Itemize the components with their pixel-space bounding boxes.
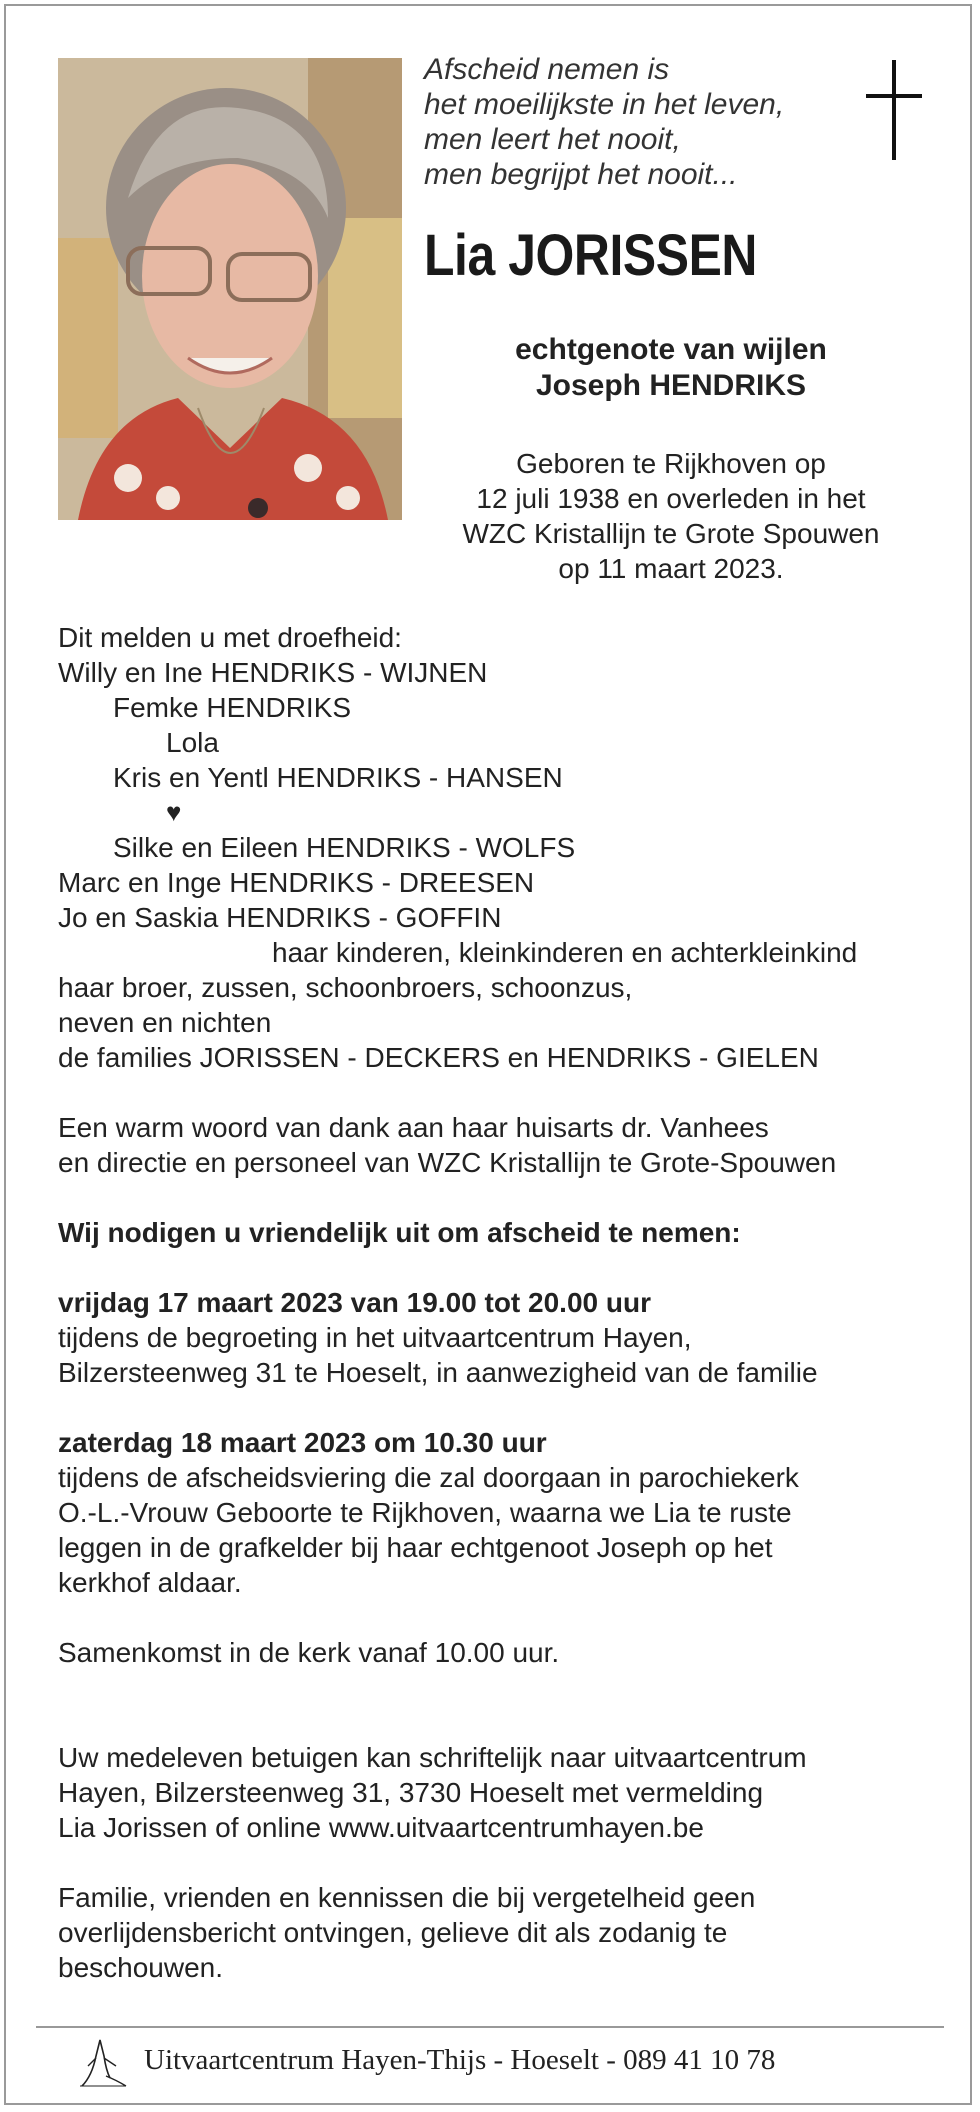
memorial-quote xyxy=(424,52,844,192)
footer-divider xyxy=(36,2026,944,2028)
birth-line: WZC Kristallijn te Grote Spouwen xyxy=(462,518,880,549)
gathering-note: Samenkomst in de kerk vanaf 10.00 uur. xyxy=(58,1637,560,1668)
family-member: Kris en Yentl HENDRIKS - HANSEN xyxy=(113,762,563,793)
notice-line: Familie, vrienden en kennissen die bij vergetelheid geen xyxy=(58,1882,756,1913)
announcement-body xyxy=(58,620,938,1985)
condolence-line: Lia Jorissen of online www.uitvaartcentrumhayen.be xyxy=(58,1812,704,1843)
notice-line: overlijdensbericht ontvingen, gelieve dit als zodanig te xyxy=(58,1917,728,1948)
event-date: vrijdag 17 maart 2023 van 19.00 tot 20.00 uur xyxy=(58,1287,651,1318)
notice-line: beschouwen. xyxy=(58,1952,224,1983)
heart-icon: ♥ xyxy=(166,797,182,827)
event-detail: tijdens de afscheidsviering die zal doorgaan in parochiekerk xyxy=(58,1462,799,1493)
spouse-line: echtgenote van wijlen xyxy=(515,333,827,366)
birth-line: op 11 maart 2023. xyxy=(558,553,784,584)
thanks-line: Een warm woord van dank aan haar huisarts dr. Vanhees xyxy=(58,1112,769,1143)
invitation-heading: Wij nodigen u vriendelijk uit om afscheid te nemen: xyxy=(58,1217,741,1248)
condolence-line: Uw medeleven betuigen kan schriftelijk naar uitvaartcentrum xyxy=(58,1742,807,1773)
family-member: Silke en Eileen HENDRIKS - WOLFS xyxy=(113,832,576,863)
birth-death-info xyxy=(424,446,918,586)
family-member: Jo en Saskia HENDRIKS - GOFFIN xyxy=(58,902,502,933)
relatives-line: neven en nichten xyxy=(58,1007,272,1038)
condolence-line: Hayen, Bilzersteenweg 31, 3730 Hoeselt met vermelding xyxy=(58,1777,764,1808)
birth-line: Geboren te Rijkhoven op xyxy=(516,448,826,479)
event-detail: Bilzersteenweg 31 te Hoeselt, in aanwezigheid van de familie xyxy=(58,1357,818,1388)
event-detail: tijdens de begroeting in het uitvaartcentrum Hayen, xyxy=(58,1322,692,1353)
funeral-home-logo xyxy=(76,2036,130,2090)
birth-line: 12 juli 1938 en overleden in het xyxy=(476,483,866,514)
relatives-line: haar broer, zussen, schoonbroers, schoonzus, xyxy=(58,972,633,1003)
footer-text: Uitvaartcentrum Hayen-Thijs - Hoeselt - 089 41 10 78 xyxy=(144,2044,776,2076)
relatives-line: de families JORISSEN - DECKERS en HENDRIKS - GIELEN xyxy=(58,1042,819,1073)
quote-line: Afscheid nemen is xyxy=(424,53,670,86)
family-member: Femke HENDRIKS xyxy=(113,692,352,723)
family-member: Marc en Inge HENDRIKS - DREESEN xyxy=(58,867,535,898)
quote-line: het moeilijkste in het leven, xyxy=(424,88,785,121)
family-relation: haar kinderen, kleinkinderen en achterkleinkind xyxy=(272,937,858,968)
latin-cross-icon xyxy=(866,60,922,160)
announcement-intro: Dit melden u met droefheid: xyxy=(58,622,402,653)
portrait-photo xyxy=(58,58,402,520)
event-detail: O.-L.-Vrouw Geboorte te Rijkhoven, waarna we Lia te ruste xyxy=(58,1497,792,1528)
quote-line: men leert het nooit, xyxy=(424,123,681,156)
family-member: Lola xyxy=(166,727,219,758)
deceased-name: Lia JORISSEN xyxy=(424,223,758,288)
spouse-info xyxy=(424,332,918,404)
spouse-name: Joseph HENDRIKS xyxy=(535,369,807,402)
family-member: Willy en Ine HENDRIKS - WIJNEN xyxy=(58,657,488,688)
event-detail: kerkhof aldaar. xyxy=(58,1567,242,1598)
thanks-line: en directie en personeel van WZC Kristallijn te Grote-Spouwen xyxy=(58,1147,837,1178)
event-detail: leggen in de grafkelder bij haar echtgenoot Joseph op het xyxy=(58,1532,773,1563)
event-date: zaterdag 18 maart 2023 om 10.30 uur xyxy=(58,1427,547,1458)
quote-line: men begrijpt het nooit... xyxy=(424,158,738,191)
